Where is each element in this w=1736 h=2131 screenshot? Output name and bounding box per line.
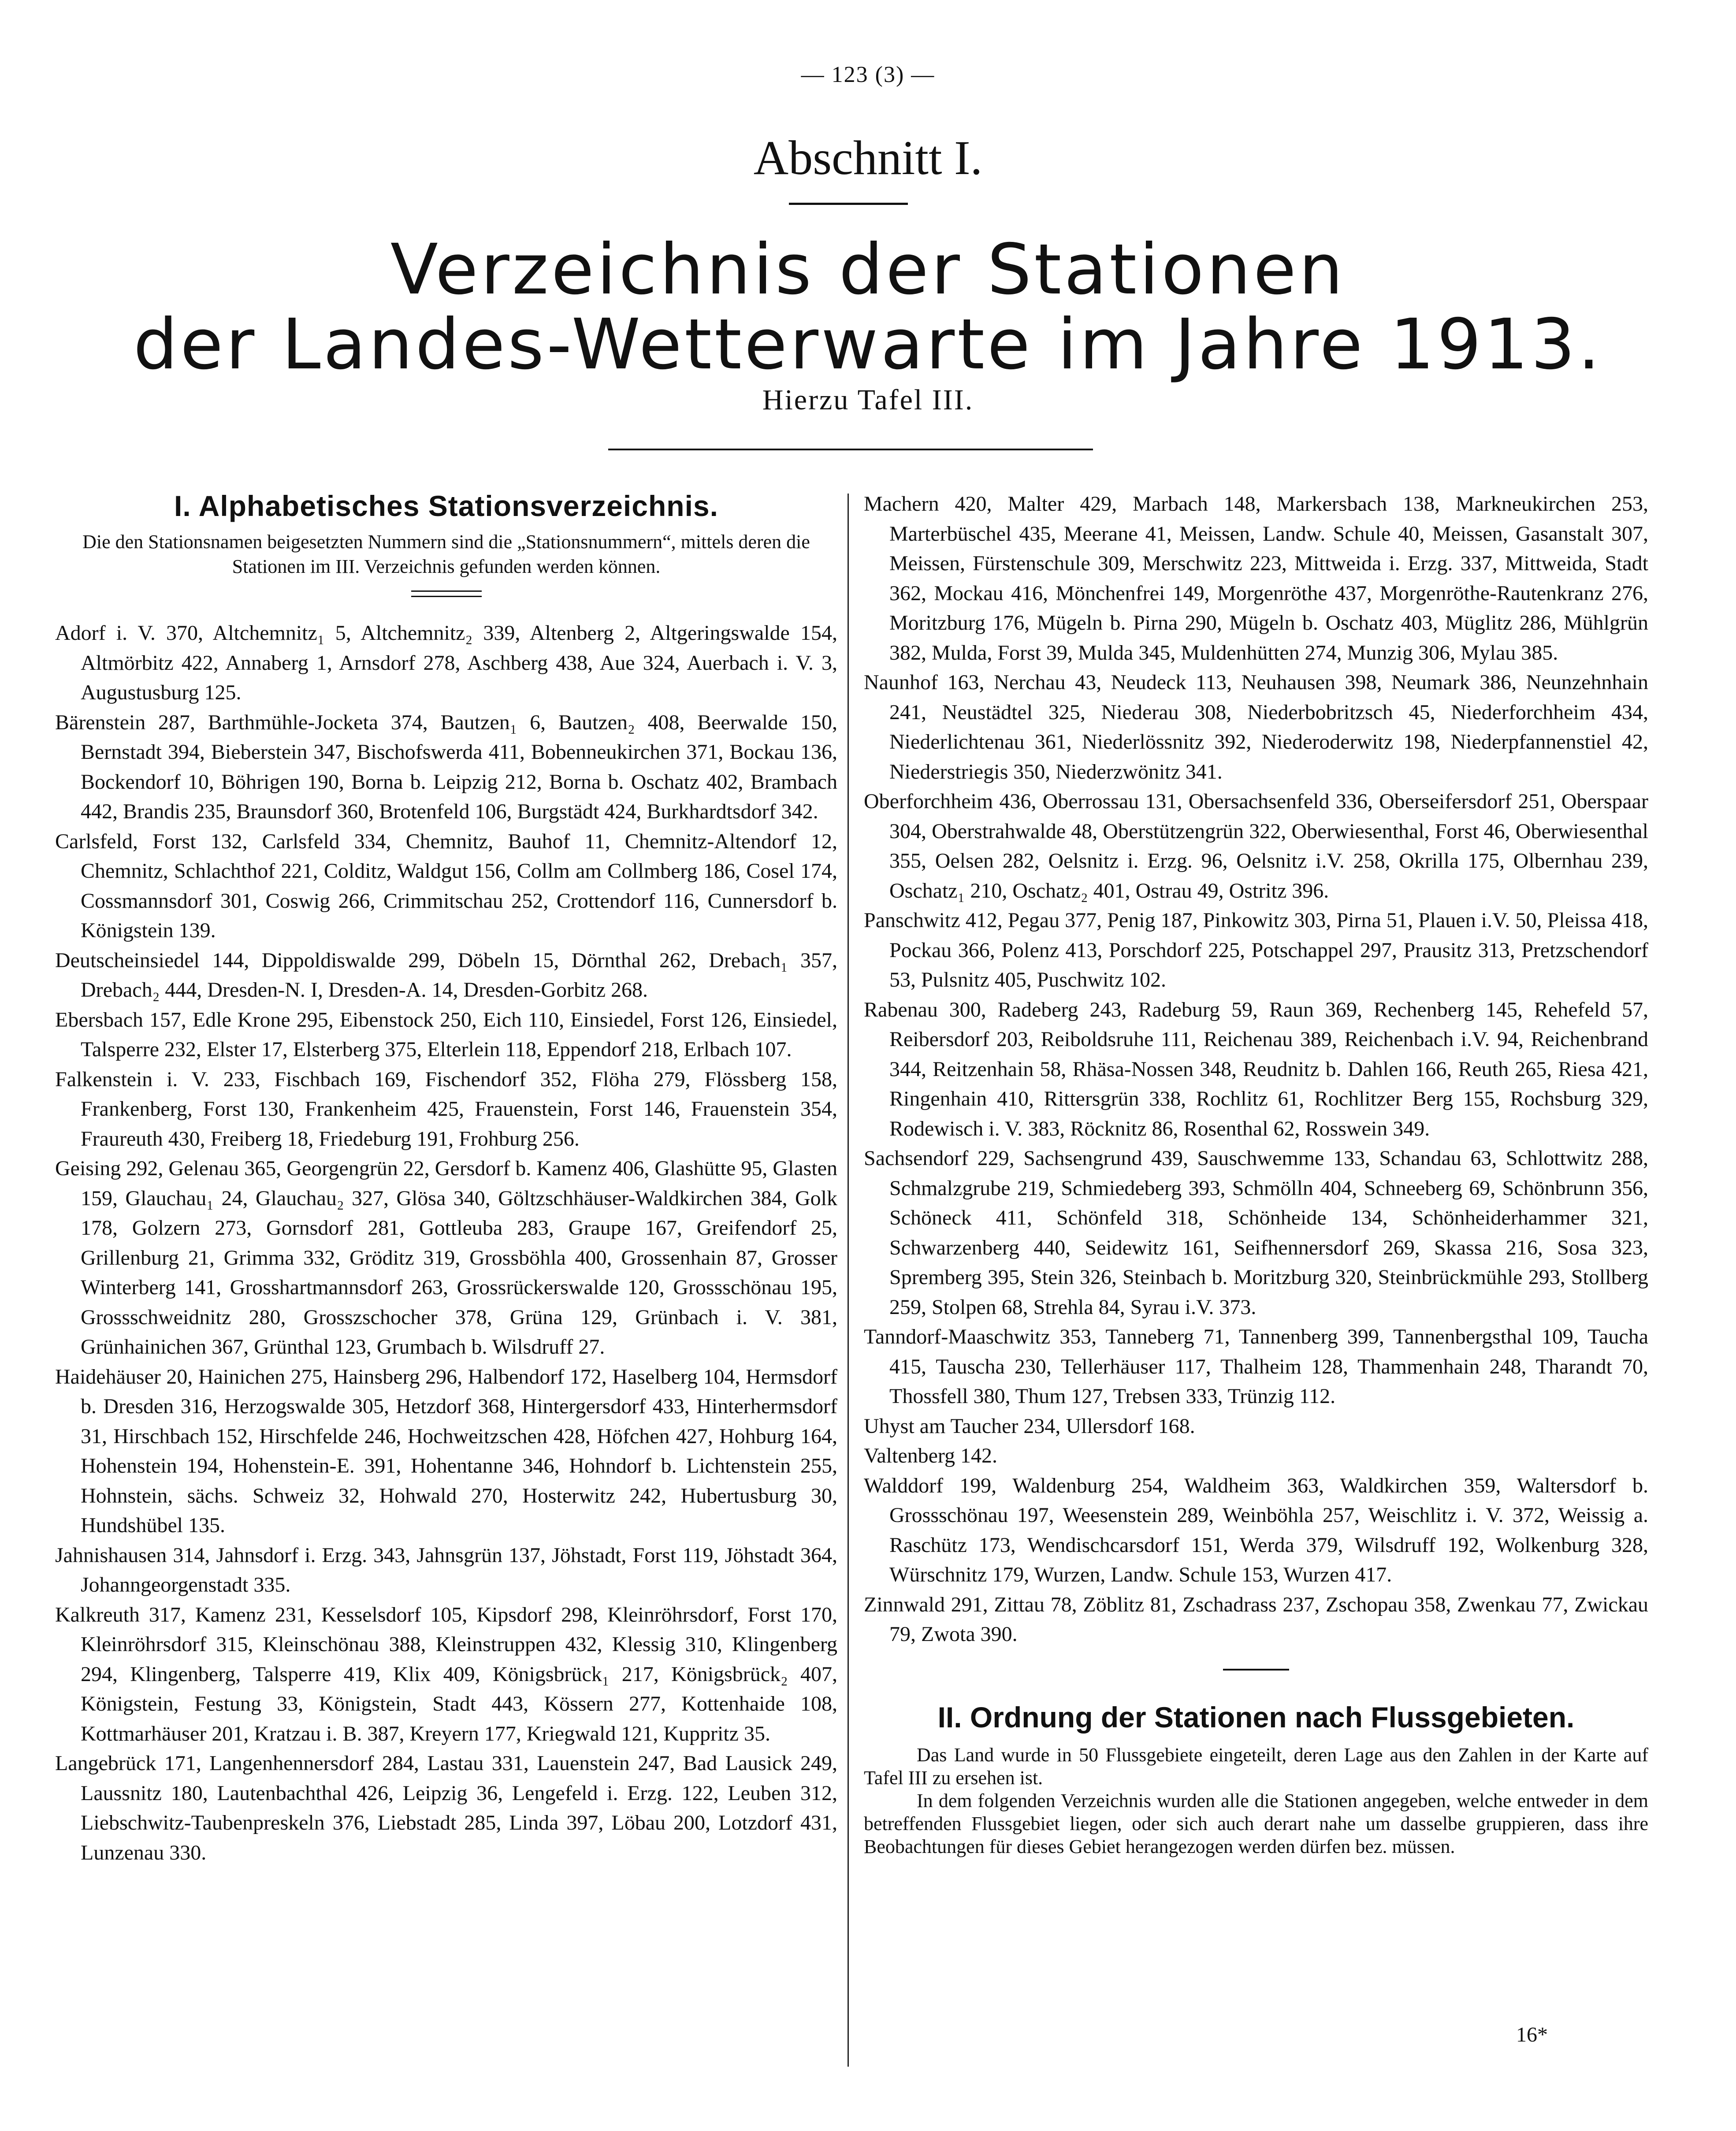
column-divider [848, 494, 849, 2067]
entry-e: Ebersbach 157, Edle Krone 295, Eibenstock 250, Eich 110, Einsiedel, Forst 126, Einsiedel, Talsperre 232, Elster 17, Elsterberg 375, Elterlein 118, Eppendorf 218, Erlbach 107. [55, 1008, 837, 1061]
entry-l: Langebrück 171, Langenhennersdorf 284, Lastau 331, Lauenstein 247, Bad Lausick 249, Laussnitz 180, Lautenbachthal 426, Leipzig 36, Lengefeld i. Erzg. 122, Leuben 312, Liebschwitz-Taubenpreskeln 376, Liebstadt 285, Linda 397, Löbau 200, Lotzdorf 431, Lunzenau 330. [55, 1752, 837, 1864]
entry-r: Rabenau 300, Radeberg 243, Radeburg 59, Raun 369, Rechenberg 145, Rehefeld 57, Reibersdorf 203, Reiboldsruhe 111, Reichenau 389, Reichenbach i.V. 94, Reichenbrand 344, Reitzenhain 58, Rhäsa-Nossen 348, Reudnitz b. Dahlen 166, Reuth 265, Riesa 421, Ringenhain 410, Rittersgrün 338, Rochlitz 61, Rochlitzer Berg 155, Rochsburg 329, Rodewisch i. V. 383, Röcknitz 86, Rosenthal 62, Rosswein 349. [864, 998, 1648, 1140]
left-column [55, 489, 837, 1867]
part2-paragraph-1: Das Land wurde in 50 Flussgebiete eingeteilt, deren Lage aus den Zahlen in der Karte auf Tafel III zu ersehen ist. [864, 1744, 1648, 1789]
entry-b: Bärenstein 287, Barthmühle-Jocketa 374, Bautzen₁ 6, Bautzen₂ 408, Beerwalde 150, Bernstadt 394, Bieberstein 347, Bischofswerda 411, Bobenneukirchen 371, Bockau 136, Bockendorf 10, Böhrigen 190, Borna b. Leipzig 212, Borna b. Oschatz 402, Brambach 442, Brandis 235, Braunsdorf 360, Brotenfeld 106, Burgstädt 424, Burkhardtsdorf 342. [55, 710, 837, 823]
signature-mark: 16* [1516, 2023, 1548, 2046]
part1-heading: I. Alphabetisches Stationsverzeichnis. [174, 490, 718, 522]
title-line-1: Verzeichnis der Stationen [390, 229, 1346, 310]
title-rule [608, 449, 1093, 450]
part2-paragraph-2: In dem folgenden Verzeichnis wurden alle die Stationen angegeben, welche entweder in dem betreffenden Flussgebiet liegen, oder sich auch derart nahe um dasselbe gruppieren, dass ihre Beobachtungen für dieses Gebiet herangezogen werden dürfen bez. müssen. [864, 1789, 1648, 1857]
page-number: — 123 (3) — [801, 62, 935, 87]
part2-heading: II. Ordnung der Stationen nach Flussgebieten. [937, 1700, 1575, 1734]
entry-m: Machern 420, Malter 429, Marbach 148, Markersbach 138, Markneukirchen 253, Marterbüschel 435, Meerane 41, Meissen, Landw. Schule 40, Meissen, Gasanstalt 307, Meissen, Fürstenschule 309, Merschwitz 223, Mittweida i. Erzg. 337, Mittweida, Stadt 362, Mockau 416, Mönchenfrei 149, Morgenröthe 437, Morgenröthe-Rautenkranz 276, Moritzburg 176, Mügeln b. Pirna 290, Mügeln b. Oschatz 403, Müglitz 286, Mühlgrün 382, Mulda, Forst 39, Mulda 345, Muldenhütten 274, Munzig 306, Mylau 385. [864, 492, 1648, 665]
entry-a: Adorf i. V. 370, Altchemnitz₁ 5, Altchemnitz₂ 339, Altenberg 2, Altgeringswalde 154, Altmörbitz 422, Annaberg 1, Arnsdorf 278, Aschberg 438, Aue 324, Auerbach i. V. 3, Augustusburg 125. [55, 621, 837, 704]
entry-u: Uhyst am Taucher 234, Ullersdorf 168. [864, 1414, 1195, 1438]
part1-note: Die den Stationsnamen beigesetzten Nummern sind die „Stationsnummern“, mittels deren die Stationen im III. Verzeichnis gefunden werden können. [82, 531, 810, 577]
entry-h: Haidehäuser 20, Hainichen 275, Hainsberg 296, Halbendorf 172, Haselberg 104, Hermsdorf b. Dresden 316, Herzogswalde 305, Hetzdorf 368, Hintergersdorf 433, Hinterhermsdorf 31, Hirschbach 152, Hirschfelde 246, Hochweitzschen 428, Höfchen 427, Hohburg 164, Hohenstein 194, Hohenstein-E. 391, Hohentanne 346, Hohndorf b. Lichtenstein 255, Hohnstein, sächs. Schweiz 32, Hohwald 270, Hosterwitz 242, Hubertusburg 30, Hundshübel 135. [55, 1365, 837, 1537]
subtitle: Hierzu Tafel III. [762, 384, 974, 416]
right-column [864, 489, 1648, 1858]
section-rule [789, 203, 908, 205]
entry-d: Deutscheinsiedel 144, Dippoldiswalde 299, Döbeln 15, Dörnthal 262, Drebach₁ 357, Drebach₂ 444, Dresden-N. I, Dresden-A. 14, Dresden-Gorbitz 268. [55, 948, 837, 1002]
part-separator-rule [1223, 1669, 1289, 1671]
entry-o: Oberforchheim 436, Oberrossau 131, Obersachsenfeld 336, Oberseifersdorf 251, Oberspaar 304, Oberstrahwalde 48, Oberstützengrün 322, Oberwiesenthal, Forst 46, Oberwiesenthal 355, Oelsen 282, Oelsnitz i. Erzg. 96, Oelsnitz i.V. 258, Okrilla 175, Olbernhau 239, Oschatz₁ 210, Oschatz₂ 401, Ostrau 49, Ostritz 396. [864, 790, 1648, 902]
entry-j: Jahnishausen 314, Jahnsdorf i. Erzg. 343, Jahnsgrün 137, Jöhstadt, Forst 119, Jöhstadt 364, Johanngeorgenstadt 335. [55, 1543, 837, 1596]
entry-f: Falkenstein i. V. 233, Fischbach 169, Fischendorf 352, Flöha 279, Flössberg 158, Frankenberg, Forst 130, Frankenheim 425, Frauenstein, Forst 146, Frauenstein 354, Fraureuth 430, Freiberg 18, Friedeburg 191, Frohburg 256. [55, 1067, 837, 1151]
entry-v: Valtenberg 142. [864, 1444, 998, 1467]
entry-t: Tanndorf-Maaschwitz 353, Tanneberg 71, Tannenberg 399, Tannenbergsthal 109, Taucha 415, Tauscha 230, Tellerhäuser 117, Thalheim 128, Thammenhain 248, Tharandt 70, Thossfell 380, Thum 127, Trebsen 333, Trünzig 112. [864, 1325, 1648, 1408]
entry-k: Kalkreuth 317, Kamenz 231, Kesselsdorf 105, Kipsdorf 298, Kleinröhrsdorf, Forst 170, Kleinröhrsdorf 315, Kleinschönau 388, Kleinstruppen 432, Klessig 310, Klingenberg 294, Klingenberg, Talsperre 419, Klix 409, Königsbrück₁ 217, Königsbrück₂ 407, Königstein, Festung 33, Königstein, Stadt 443, Kössern 277, Kottenhaide 108, Kottmarhäuser 201, Kratzau i. B. 387, Kreyern 177, Kriegwald 121, Kuppritz 35. [55, 1603, 837, 1745]
entry-p: Panschwitz 412, Pegau 377, Penig 187, Pinkowitz 303, Pirna 51, Plauen i.V. 50, Pleissa 418, Pockau 366, Polenz 413, Porschdorf 225, Potschappel 297, Prausitz 313, Pretzschendorf 53, Pulsnitz 405, Puschwitz 102. [864, 909, 1648, 991]
entry-c: Carlsfeld, Forst 132, Carlsfeld 334, Chemnitz, Bauhof 11, Chemnitz-Altendorf 12, Chemnitz, Schlachthof 221, Colditz, Waldgut 156, Collm am Collmberg 186, Cosel 174, Cossmannsdorf 301, Coswig 266, Crimmitschau 252, Crottendorf 116, Cunnersdorf b. Königstein 139. [55, 829, 837, 942]
title-line-2: der Landes-Wetterwarte im Jahre 1913. [133, 304, 1603, 385]
entry-n: Naunhof 163, Nerchau 43, Neudeck 113, Neuhausen 398, Neumark 386, Neunzehnhain 241, Neustädtel 325, Niederau 308, Niederbobritzsch 45, Niederforchheim 434, Niederlichtenau 361, Niederlössnitz 392, Niederoderwitz 198, Niederpfannenstiel 42, Niederstriegis 350, Niederzwönitz 341. [864, 671, 1648, 783]
entry-g: Geising 292, Gelenau 365, Georgengrün 22, Gersdorf b. Kamenz 406, Glashütte 95, Glasten 159, Glauchau₁ 24, Glauchau₂ 327, Glösa 340, Göltzschhäuser-Waldkirchen 384, Golk 178, Golzern 273, Gornsdorf 281, Gottleuba 283, Graupe 167, Greifendorf 25, Grillenburg 21, Grimma 332, Gröditz 319, Grossböhla 400, Grossenhain 87, Grosser Winterberg 141, Grosshartmannsdorf 263, Grossrückerswalde 120, Grossschönau 195, Grossschweidnitz 280, Grosszschocher 378, Grüna 129, Grünbach i. V. 381, Grünhainichen 367, Grünthal 123, Grumbach b. Wilsdruff 27. [55, 1157, 837, 1359]
entry-z: Zinnwald 291, Zittau 78, Zöblitz 81, Zschadrass 237, Zschopau 358, Zwenkau 77, Zwickau 79, Zwota 390. [864, 1593, 1648, 1646]
section-label: Abschnitt I. [753, 131, 983, 185]
double-rule [411, 590, 482, 597]
entry-w: Walddorf 199, Waldenburg 254, Waldheim 363, Waldkirchen 359, Waltersdorf b. Grossschönau 197, Weesenstein 289, Weinböhla 257, Weischlitz i. V. 372, Weissig a. Raschütz 173, Wendischcarsdorf 151, Werda 379, Wilsdruff 192, Wolkenburg 328, Würschnitz 179, Wurzen, Landw. Schule 153, Wurzen 417. [864, 1474, 1648, 1586]
entry-s: Sachsendorf 229, Sachsengrund 439, Sauschwemme 133, Schandau 63, Schlottwitz 288, Schmalzgrube 219, Schmiedeberg 393, Schmölln 404, Schneeberg 69, Schönbrunn 356, Schöneck 411, Schönfeld 318, Schönheide 134, Schönheiderhammer 321, Schwarzenberg 440, Seidewitz 161, Seifhennersdorf 269, Skassa 216, Sosa 323, Spremberg 395, Stein 326, Steinbach b. Moritzburg 320, Steinbrückmühle 293, Stollberg 259, Stolpen 68, Strehla 84, Syrau i.V. 373. [864, 1147, 1648, 1319]
